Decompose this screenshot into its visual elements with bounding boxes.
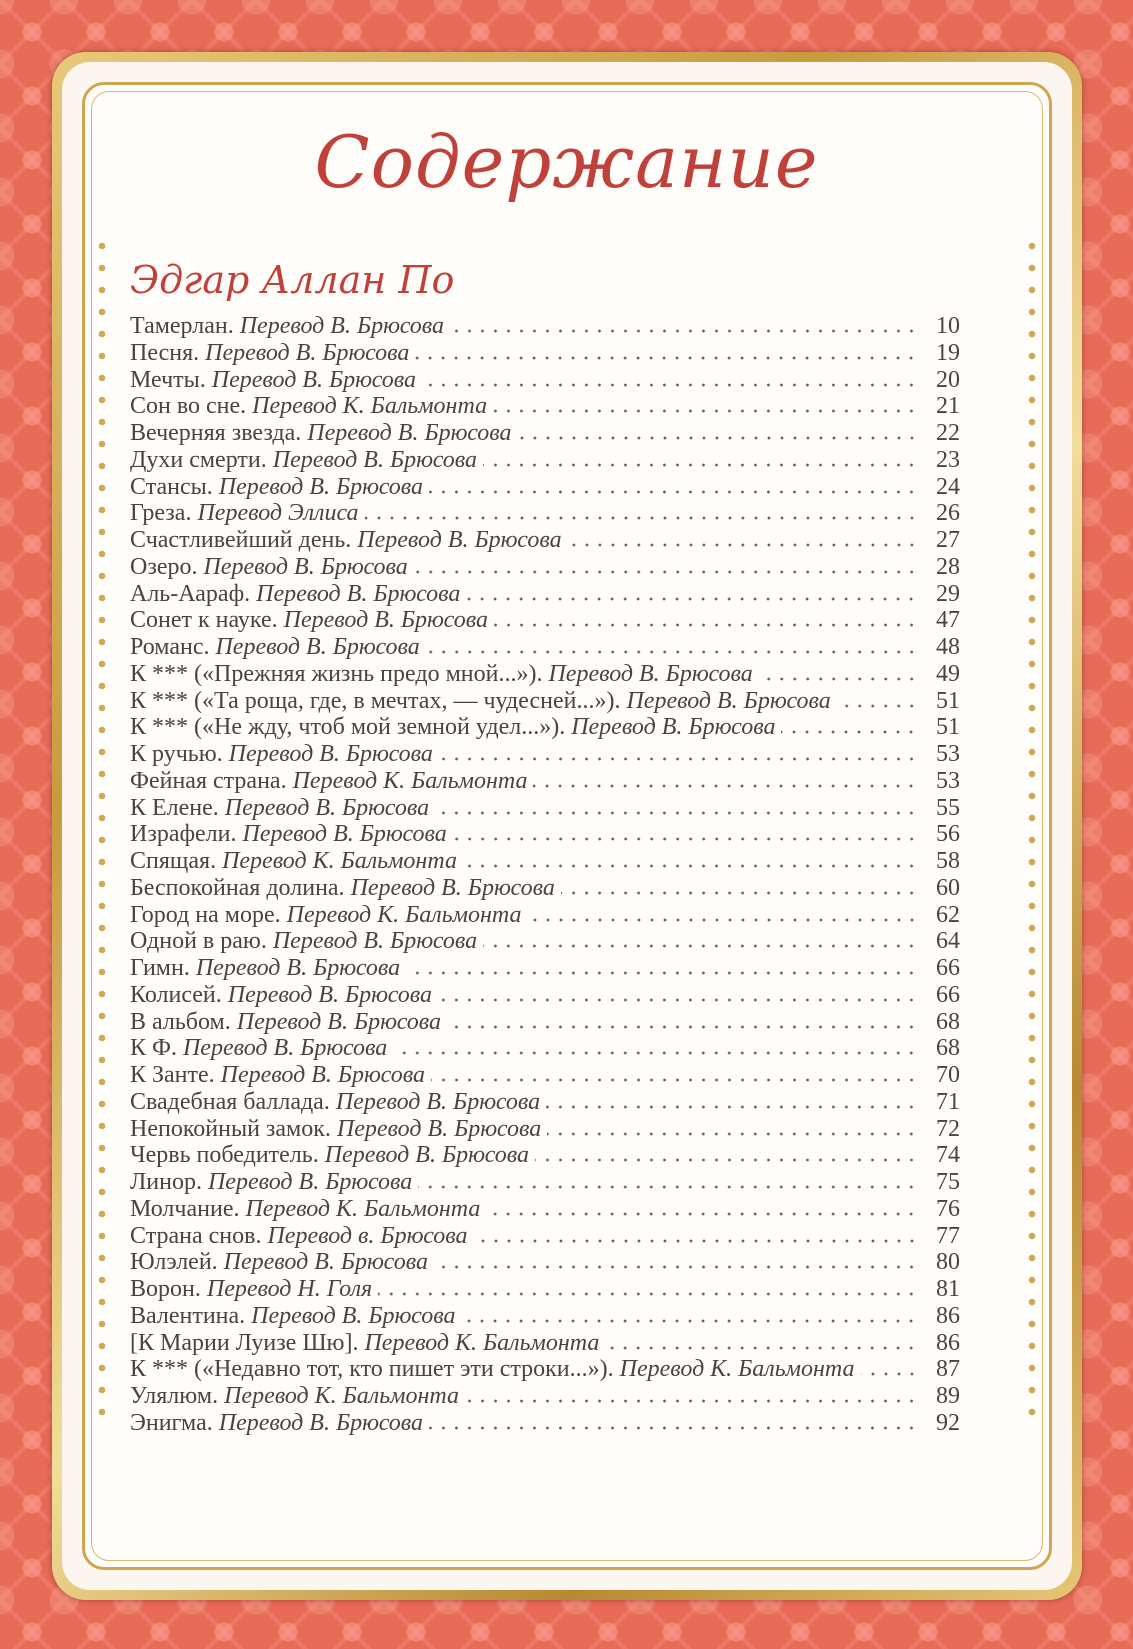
dot-leader xyxy=(528,918,918,922)
toc-entry-title: Ворон. xyxy=(130,1276,201,1302)
toc-entry-translator: Перевод В. Брюсова xyxy=(239,313,445,339)
toc-entry-title: Сонет к науке. xyxy=(130,607,278,634)
author-heading: Эдгар Аллан По xyxy=(130,258,455,302)
toc-entry-translator: Перевод Эллиса xyxy=(197,500,359,527)
dot-leader xyxy=(561,891,918,895)
toc-entry-page: 24 xyxy=(936,473,960,500)
dot-leader xyxy=(568,543,918,547)
toc-entry-translator: Перевод В. Брюсова xyxy=(211,366,417,393)
toc-entry-title: Одной в раю. xyxy=(130,928,267,955)
toc-entry-title: Свадебная баллада. xyxy=(130,1088,330,1115)
dot-leader xyxy=(837,704,918,708)
toc-entry-translator: Перевод В. Брюсова xyxy=(203,553,408,580)
toc-entry-title: Сон во сне. xyxy=(130,393,247,420)
toc-entry xyxy=(130,313,960,340)
toc-entry xyxy=(130,768,960,795)
toc-entry-page: 10 xyxy=(936,313,960,339)
toc-entry-translator: Перевод В. Брюсова xyxy=(283,607,488,634)
toc-entry xyxy=(130,928,960,955)
toc-entry-page: 86 xyxy=(936,1302,960,1329)
toc-entry-page: 51 xyxy=(936,714,960,741)
toc-entry-translator: Перевод В. Брюсова xyxy=(350,874,555,901)
toc-entry xyxy=(130,581,960,608)
toc-entry-title: Город на море. xyxy=(130,901,281,928)
toc-entry xyxy=(130,741,960,768)
dot-leader xyxy=(518,436,918,440)
page-title: Содержание xyxy=(314,120,819,204)
toc-entry-translator: Перевод В. Брюсова xyxy=(571,714,776,741)
toc-entry-title: Юлэлей. xyxy=(130,1249,218,1276)
toc-entry xyxy=(130,982,960,1009)
toc-entry xyxy=(130,1009,960,1036)
toc-entry-translator: Перевод В. Брюсова xyxy=(227,981,433,1008)
toc-entry xyxy=(130,1330,960,1357)
toc-entry-translator: Перевод К. Бальмонта xyxy=(619,1356,855,1383)
toc-entry xyxy=(130,393,960,420)
toc-entry-title: Молчание. xyxy=(130,1195,240,1222)
toc-entry xyxy=(130,1303,960,1330)
toc-entry-translator: Перевод В. Брюсова xyxy=(215,634,420,660)
toc-entry xyxy=(130,1383,960,1410)
dot-leader xyxy=(435,811,918,815)
toc-entry-translator: Перевод В. Брюсова xyxy=(324,1142,530,1169)
toc-entry-title: В альбом. xyxy=(130,1008,231,1035)
toc-entry-page: 26 xyxy=(936,500,960,527)
dot-leader xyxy=(486,1212,918,1216)
toc-entry-page: 81 xyxy=(936,1276,960,1302)
toc-entry-page: 27 xyxy=(936,527,960,553)
toc-entry-title: Валентина. xyxy=(130,1302,246,1329)
toc-entry-page: 53 xyxy=(936,741,960,767)
toc-entry-title: Песня. xyxy=(130,339,200,366)
toc-entry-translator: Перевод В. Брюсова xyxy=(218,473,424,500)
dot-leader xyxy=(493,409,918,413)
toc-entry-translator: Перевод К. Бальмонта xyxy=(292,767,528,794)
toc-entry xyxy=(130,554,960,581)
toc-entry xyxy=(130,340,960,367)
dot-leader xyxy=(418,1185,918,1189)
dot-leader xyxy=(422,383,918,387)
toc-entry-page: 66 xyxy=(936,955,960,981)
toc-entry-page: 19 xyxy=(936,339,960,366)
toc-entry xyxy=(130,474,960,501)
toc-entry xyxy=(130,1116,960,1143)
toc-entry xyxy=(130,1410,960,1437)
toc-entry-page: 74 xyxy=(936,1142,960,1169)
toc-entry-translator: Перевод В. Брюсова xyxy=(182,1035,388,1062)
toc-entry-title: Греза. xyxy=(130,500,192,527)
dot-leader xyxy=(533,784,918,788)
toc-entry-page: 62 xyxy=(936,901,960,928)
toc-entry-page: 20 xyxy=(936,366,960,393)
toc-entry-translator: Перевод в. Брюсова xyxy=(267,1222,468,1249)
toc-entry-page: 21 xyxy=(936,393,960,420)
toc-entry-translator: Перевод В. Брюсова xyxy=(357,527,562,553)
toc-entry xyxy=(130,1035,960,1062)
toc-entry-page: 28 xyxy=(936,553,960,580)
toc-entry xyxy=(130,1223,960,1250)
toc-entry-page: 53 xyxy=(936,767,960,794)
dot-leader xyxy=(605,1346,918,1350)
toc-entry xyxy=(130,1249,960,1276)
toc-entry-translator: Перевод В. Брюсова xyxy=(242,821,447,848)
toc-entry-title: Духи смерти. xyxy=(130,446,267,473)
toc-entry xyxy=(130,795,960,822)
dot-leader xyxy=(415,356,918,360)
toc-entry-page: 48 xyxy=(936,634,960,660)
dot-leader xyxy=(406,971,918,975)
toc-entry-title: Вечерняя звезда. xyxy=(130,420,302,446)
toc-entry xyxy=(130,875,960,902)
toc-entry-translator: Перевод В. Брюсова xyxy=(548,660,753,687)
toc-entry-page: 64 xyxy=(936,928,960,955)
toc-entry-translator: Перевод В. Брюсова xyxy=(307,420,512,446)
toc-entry xyxy=(130,821,960,848)
toc-entry xyxy=(130,527,960,554)
toc-entry-page: 89 xyxy=(936,1383,960,1409)
toc-entry-translator: Перевод В. Брюсова xyxy=(228,741,433,767)
dot-leader xyxy=(463,864,918,868)
dot-leader xyxy=(431,1078,918,1082)
toc-entry-title: К Ф. xyxy=(130,1035,177,1062)
dot-leader xyxy=(546,1105,918,1109)
dot-leader xyxy=(465,1399,918,1403)
toc-entry xyxy=(130,1196,960,1223)
toc-entry-title: К *** («Та роща, где, в мечтах, — чудесней...»). xyxy=(130,687,621,714)
toc-entry-page: 72 xyxy=(936,1115,960,1142)
toc-entry-title: Гимн. xyxy=(130,955,190,981)
toc-entry-translator: Перевод В. Брюсова xyxy=(272,446,478,473)
toc-entry-page: 92 xyxy=(936,1409,960,1436)
right-scroll-ornament xyxy=(1027,235,1037,1417)
toc-entry-page: 68 xyxy=(936,1035,960,1062)
toc-entry-page: 70 xyxy=(936,1062,960,1088)
toc-entry-title: Мечты. xyxy=(130,366,206,393)
toc-entry-translator: Перевод К. Бальмонта xyxy=(245,1195,481,1222)
toc-entry-title: Счастливейший день. xyxy=(130,527,352,553)
toc-entry-translator: Перевод В. Брюсова xyxy=(251,1302,456,1329)
toc-entry-title: [К Марии Луизе Шю]. xyxy=(130,1329,359,1356)
dot-leader xyxy=(453,837,918,841)
toc-entry-title: Страна снов. xyxy=(130,1222,262,1249)
toc-entry-translator: Перевод В. Брюсова xyxy=(195,955,401,981)
dot-leader xyxy=(781,730,918,734)
dot-leader xyxy=(414,570,918,574)
dot-leader xyxy=(535,1158,918,1162)
dot-leader xyxy=(461,1319,918,1323)
toc-entry-page: 76 xyxy=(936,1195,960,1222)
dot-leader xyxy=(483,944,918,948)
toc-entry-page: 49 xyxy=(936,660,960,687)
dot-leader xyxy=(447,1025,918,1029)
toc-entry-translator: Перевод Н. Голя xyxy=(206,1276,373,1302)
toc-entry-translator: Перевод В. Брюсова xyxy=(205,339,410,366)
toc-entry-title: К *** («Недавно тот, кто пишет эти строки...»). xyxy=(130,1356,614,1383)
toc-entry-page: 23 xyxy=(936,446,960,473)
toc-entry-title: К ручью. xyxy=(130,741,223,767)
dot-leader xyxy=(494,623,918,627)
toc-entry-page: 47 xyxy=(936,607,960,634)
toc-entry-page: 56 xyxy=(936,821,960,848)
dot-leader xyxy=(861,1372,918,1376)
toc-entry-page: 87 xyxy=(936,1356,960,1383)
toc-entry xyxy=(130,902,960,929)
dot-leader xyxy=(450,329,918,333)
toc-entry-title: К Занте. xyxy=(130,1062,215,1088)
toc-entry-page: 60 xyxy=(936,874,960,901)
toc-entry-title: Колисей. xyxy=(130,981,222,1008)
toc-entry-translator: Перевод В. Брюсова xyxy=(218,1409,424,1436)
toc-entry-title: К *** («Не жду, чтоб мой земной удел...»). xyxy=(130,714,566,741)
toc-entry xyxy=(130,955,960,982)
dot-leader xyxy=(466,597,918,601)
dot-leader xyxy=(426,650,918,654)
toc-entry-translator: Перевод В. Брюсова xyxy=(207,1169,413,1195)
toc-entry xyxy=(130,500,960,527)
toc-entry-translator: Перевод В. Брюсова xyxy=(236,1008,442,1035)
toc-entry xyxy=(130,1062,960,1089)
dot-leader xyxy=(547,1132,918,1136)
toc-entry xyxy=(130,1276,960,1303)
toc-entry-page: 71 xyxy=(936,1088,960,1115)
toc-entry xyxy=(130,848,960,875)
toc-entry-page: 75 xyxy=(936,1169,960,1195)
toc-entry-title: Израфели. xyxy=(130,821,237,848)
toc-entry-page: 55 xyxy=(936,794,960,821)
toc-entry xyxy=(130,1089,960,1116)
toc-entry-translator: Перевод К. Бальмонта xyxy=(364,1329,600,1356)
toc-entry xyxy=(130,447,960,474)
toc-entry-page: 22 xyxy=(936,420,960,446)
dot-leader xyxy=(759,677,918,681)
toc-entry-translator: Перевод В. Брюсова xyxy=(335,1088,541,1115)
toc-entry-page: 68 xyxy=(936,1008,960,1035)
toc-entry-title: Улялюм. xyxy=(130,1383,219,1409)
dot-leader xyxy=(439,757,918,761)
toc-entry xyxy=(130,607,960,634)
dot-leader xyxy=(474,1239,918,1243)
toc-entry-title: Энигма. xyxy=(130,1409,213,1436)
toc-entry-page: 51 xyxy=(936,687,960,714)
toc-entry-translator: Перевод К. Бальмонта xyxy=(222,848,457,874)
toc-entry-title: Беспокойная долина. xyxy=(130,874,345,901)
toc-entry xyxy=(130,367,960,394)
toc-entry-translator: Перевод В. Брюсова xyxy=(223,1249,428,1276)
toc-entry-translator: Перевод К. Бальмонта xyxy=(224,1383,459,1409)
dot-leader xyxy=(393,1051,918,1055)
toc-entry-title: Непокойный замок. xyxy=(130,1115,331,1142)
dot-leader xyxy=(429,1426,918,1430)
toc-entry-translator: Перевод В. Брюсова xyxy=(224,794,430,821)
toc-entry-page: 58 xyxy=(936,848,960,874)
toc-entry-translator: Перевод В. Брюсова xyxy=(256,580,461,607)
toc-entry-title: К *** («Прежняя жизнь предо мной...»). xyxy=(130,660,543,687)
toc-entry-page: 86 xyxy=(936,1329,960,1356)
toc-entry-translator: Перевод В. Брюсова xyxy=(272,928,478,955)
toc-entry-title: Спящая. xyxy=(130,848,217,874)
dot-leader xyxy=(429,490,918,494)
toc-entry-title: Аль-Аараф. xyxy=(130,580,251,607)
toc-entry xyxy=(130,634,960,661)
toc-entry-translator: Перевод К. Бальмонта xyxy=(286,901,522,928)
dot-leader xyxy=(438,998,918,1002)
toc-entry-title: Фейная страна. xyxy=(130,767,287,794)
toc-entry-page: 80 xyxy=(936,1249,960,1276)
toc-entry xyxy=(130,1142,960,1169)
toc-entry xyxy=(130,688,960,715)
toc-entry-page: 66 xyxy=(936,981,960,1008)
toc-entry-translator: Перевод В. Брюсова xyxy=(626,687,831,714)
toc-entry xyxy=(130,1356,960,1383)
dot-leader xyxy=(365,516,918,520)
toc-entry-page: 29 xyxy=(936,580,960,607)
toc-entry-translator: Перевод В. Брюсова xyxy=(336,1115,542,1142)
dot-leader xyxy=(378,1292,918,1296)
dot-leader xyxy=(483,463,918,467)
toc-entry-title: Романс. xyxy=(130,634,210,660)
toc-entry xyxy=(130,714,960,741)
toc-entry xyxy=(130,420,960,447)
toc-entry-title: Стансы. xyxy=(130,473,213,500)
left-scroll-ornament xyxy=(97,235,107,1417)
toc-entry-title: Тамерлан. xyxy=(130,313,234,339)
toc-entry xyxy=(130,661,960,688)
toc-entry-title: Линор. xyxy=(130,1169,202,1195)
toc-entry-translator: Перевод К. Бальмонта xyxy=(252,393,488,420)
toc-entry-title: Озеро. xyxy=(130,553,198,580)
toc-entry xyxy=(130,1169,960,1196)
toc-entry-title: Червь победитель. xyxy=(130,1142,319,1169)
table-of-contents xyxy=(130,313,960,1437)
toc-entry-page: 77 xyxy=(936,1222,960,1249)
toc-entry-title: К Елене. xyxy=(130,794,219,821)
dot-leader xyxy=(434,1265,918,1269)
toc-entry-translator: Перевод В. Брюсова xyxy=(220,1062,425,1088)
